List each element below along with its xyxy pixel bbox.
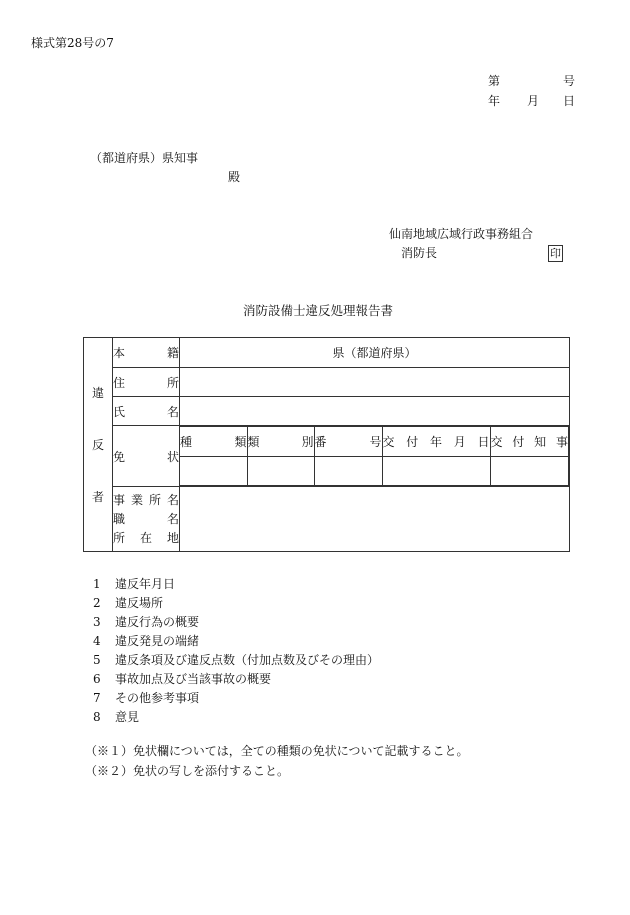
license-value-row (180, 457, 569, 486)
license-type-field[interactable] (180, 457, 247, 486)
date-day: 日 (563, 94, 576, 108)
item-text: 違反年月日 (115, 577, 176, 591)
item-number: 3 (93, 615, 101, 629)
sender-organization: 仙南地域広域行政事務組合 (389, 227, 534, 241)
item-number: 8 (93, 710, 101, 724)
addressee-governor: （都道府県）県知事 (90, 151, 199, 165)
row-name (84, 397, 570, 426)
list-item (93, 594, 163, 611)
header-char: 類 (234, 435, 247, 449)
header-char: 日 (477, 435, 490, 449)
label-char: 地 (166, 530, 179, 545)
license-header-issue-date (382, 427, 490, 457)
doc-number-prefix: 第 (488, 74, 501, 88)
header-char: 種 (180, 435, 193, 449)
label-char: 職 (113, 511, 126, 526)
header-char: 知 (534, 435, 547, 449)
list-item (93, 575, 175, 592)
license-issuer-field[interactable] (490, 457, 569, 486)
item-text: 事故加点及び当該事故の概要 (115, 672, 272, 686)
name-field[interactable] (180, 397, 570, 426)
row-workplace (84, 487, 570, 552)
label-char: 名 (166, 492, 179, 507)
item-number: 6 (93, 672, 101, 686)
list-item (93, 632, 199, 649)
label-char: 業 (130, 492, 143, 507)
form-number: 様式第28号の7 (31, 36, 114, 50)
item-text: 違反場所 (115, 596, 164, 610)
violator-vertical-label (84, 338, 113, 552)
label-char: 籍 (166, 346, 179, 360)
list-item (93, 670, 271, 687)
note-1: （※１）免状欄については，全ての種類の免状について記載すること。 (85, 744, 469, 758)
header-char: 年 (429, 435, 442, 449)
header-char: 類 (247, 435, 260, 449)
date-month: 月 (527, 94, 540, 108)
list-item (93, 613, 199, 630)
item-text: 違反発見の端緒 (115, 634, 200, 648)
item-text: 違反行為の概要 (115, 615, 200, 629)
header-char: 番 (314, 435, 327, 449)
license-header-issuer (490, 427, 569, 457)
label-char: 本 (113, 346, 126, 360)
label-char: 名 (166, 511, 179, 526)
header-char: 付 (406, 435, 419, 449)
label-char: 所 (148, 492, 161, 507)
label-char: 名 (166, 404, 179, 419)
header-char: 事 (555, 435, 568, 449)
domicile-label (113, 338, 180, 368)
license-number-field[interactable] (314, 457, 382, 486)
domicile-field[interactable]: 県（都道府県） (180, 338, 570, 368)
label-char: 氏 (113, 404, 126, 419)
workplace-labels (113, 487, 180, 552)
item-text: 意見 (115, 710, 140, 724)
list-item (93, 651, 379, 668)
item-number: 4 (93, 634, 101, 648)
name-label (113, 397, 180, 426)
license-header-type (180, 427, 247, 457)
label-char: 所 (113, 530, 126, 545)
license-header-row (180, 427, 569, 457)
label-char: 状 (166, 449, 179, 464)
label-char: 免 (113, 449, 126, 464)
label-char: 事 (113, 492, 126, 507)
document-title: 消防設備士違反処理報告書 (243, 303, 394, 318)
list-item (93, 708, 139, 725)
item-text: 違反条項及び違反点数（付加点数及びその理由） (115, 653, 380, 667)
violator-label-char: 者 (91, 489, 104, 504)
address-label (113, 368, 180, 397)
header-char: 月 (453, 435, 466, 449)
seal-mark: 印 (550, 247, 561, 260)
license-issue-date-field[interactable] (382, 457, 490, 486)
doc-number-suffix: 号 (563, 74, 576, 88)
note-2: （※２）免状の写しを添付すること。 (85, 764, 290, 778)
item-text: その他参考事項 (115, 691, 200, 705)
label-char: 在 (139, 530, 152, 545)
license-header-class (247, 427, 314, 457)
item-number: 7 (93, 691, 101, 705)
license-class-field[interactable] (247, 457, 314, 486)
label-char: 住 (113, 375, 126, 390)
row-license (84, 426, 570, 487)
violator-label-char: 反 (91, 437, 104, 452)
item-number: 1 (93, 577, 101, 591)
address-field[interactable] (180, 368, 570, 397)
header-char: 交 (382, 435, 395, 449)
license-grid (180, 426, 569, 486)
header-char: 別 (301, 435, 314, 449)
sender-title: 消防長 (401, 246, 438, 260)
row-address (84, 368, 570, 397)
workplace-field[interactable] (180, 487, 570, 552)
row-domicile (84, 338, 570, 368)
list-item (93, 689, 199, 706)
violator-table (83, 337, 570, 552)
header-char: 号 (369, 435, 382, 449)
date-year: 年 (488, 94, 501, 108)
header-char: 付 (512, 435, 525, 449)
violator-label-char: 違 (91, 385, 104, 400)
license-grid-cell (180, 426, 570, 487)
item-number: 2 (93, 596, 101, 610)
item-number: 5 (93, 653, 101, 667)
header-char: 交 (490, 435, 503, 449)
label-char: 所 (166, 375, 179, 390)
addressee-honorific: 殿 (228, 170, 241, 184)
license-label (113, 426, 180, 487)
license-header-number (314, 427, 382, 457)
